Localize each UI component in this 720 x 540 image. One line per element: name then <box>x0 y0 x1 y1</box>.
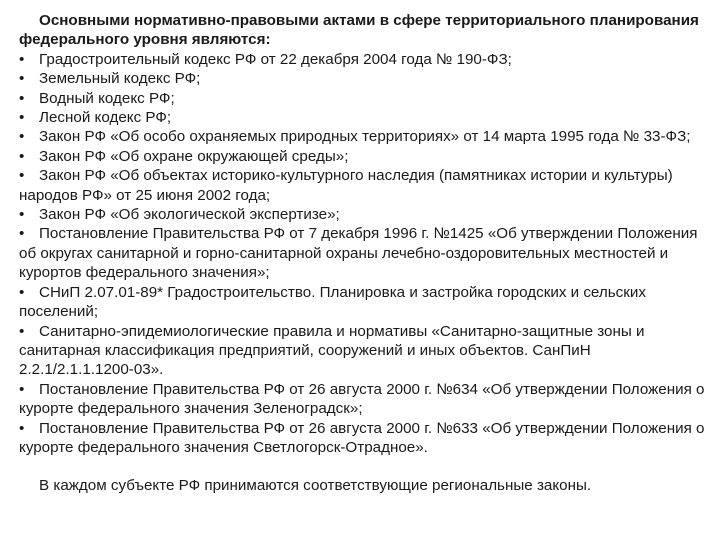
list-item-text: Градостроительный кодекс РФ от 22 декабря 2004 года № 190-ФЗ; <box>39 50 512 68</box>
list-item <box>19 127 709 146</box>
list-item <box>19 224 709 282</box>
list-item <box>19 166 709 205</box>
list-item <box>19 283 709 322</box>
list-item-text: Лесной кодекс РФ; <box>39 109 172 127</box>
bullet-icon: • <box>19 322 25 340</box>
list-item <box>19 147 709 166</box>
list-item <box>19 50 709 69</box>
list-item <box>19 419 709 458</box>
bullet-icon: • <box>19 225 25 243</box>
list-item-text: Водный кодекс РФ; <box>39 89 175 107</box>
bullet-icon: • <box>19 128 25 146</box>
list-item-text: Закон РФ «Об особо охраняемых природных территориях» от 14 марта 1995 года № 33-ФЗ; <box>39 128 691 146</box>
list-item-text: Постановление Правительства РФ от 26 августа 2000 г. №634 «Об утверждении Положения о курорте федерального значения Зеленоградск»; <box>19 380 705 418</box>
bullet-icon: • <box>19 147 25 165</box>
list-item-text: Закон РФ «Об объектах историко-культурного наследия (памятниках истории и культуры) народов РФ» от 25 июня 2002 года; <box>19 167 673 204</box>
bullet-icon: • <box>19 109 25 127</box>
list-item <box>19 69 709 88</box>
document-body <box>19 11 709 496</box>
list-item-text: СНиП 2.07.01-89* Градостроительство. Планировка и застройка городских и сельских поселений; <box>19 283 646 321</box>
bullet-icon: • <box>19 70 25 88</box>
bullet-icon: • <box>19 89 25 107</box>
legal-acts-list <box>19 50 709 458</box>
bullet-icon: • <box>19 283 25 301</box>
list-item <box>19 322 709 380</box>
document-heading: Основными нормативно-правовыми актами в сфере территориального планирования федерального уровня являются: <box>19 12 699 49</box>
bullet-icon: • <box>19 380 25 398</box>
document-footer: В каждом субъекте РФ принимаются соответствующие региональные законы. <box>39 477 592 495</box>
list-item-text: Закон РФ «Об охране окружающей среды»; <box>39 147 349 165</box>
list-item <box>19 108 709 127</box>
bullet-icon: • <box>19 167 25 185</box>
list-item <box>19 89 709 108</box>
bullet-icon: • <box>19 206 25 224</box>
bullet-icon: • <box>19 50 25 68</box>
list-item-text: Закон РФ «Об экологической экспертизе»; <box>39 206 340 224</box>
list-item <box>19 205 709 224</box>
list-item-text: Санитарно-эпидемиологические правила и нормативы «Санитарно-защитные зоны и санитарная классификация предприятий, сооружений и иных объектов. СанПиН 2.2.1/2.1.1.1200-03». <box>19 322 645 379</box>
list-item-text: Постановление Правительства РФ от 26 августа 2000 г. №633 «Об утверждении Положения о курорте федерального значения Светлогорск-Отрадное». <box>19 419 705 456</box>
bullet-icon: • <box>19 419 25 437</box>
list-item-text: Постановление Правительства РФ от 7 декабря 1996 г. №1425 «Об утверждении Положения об округах санитарной и горно-санитарной охраны лечебно-оздоровительных местностей и курортов федерального значения»; <box>19 225 698 282</box>
list-item-text: Земельный кодекс РФ; <box>39 70 201 88</box>
list-item <box>19 380 709 419</box>
